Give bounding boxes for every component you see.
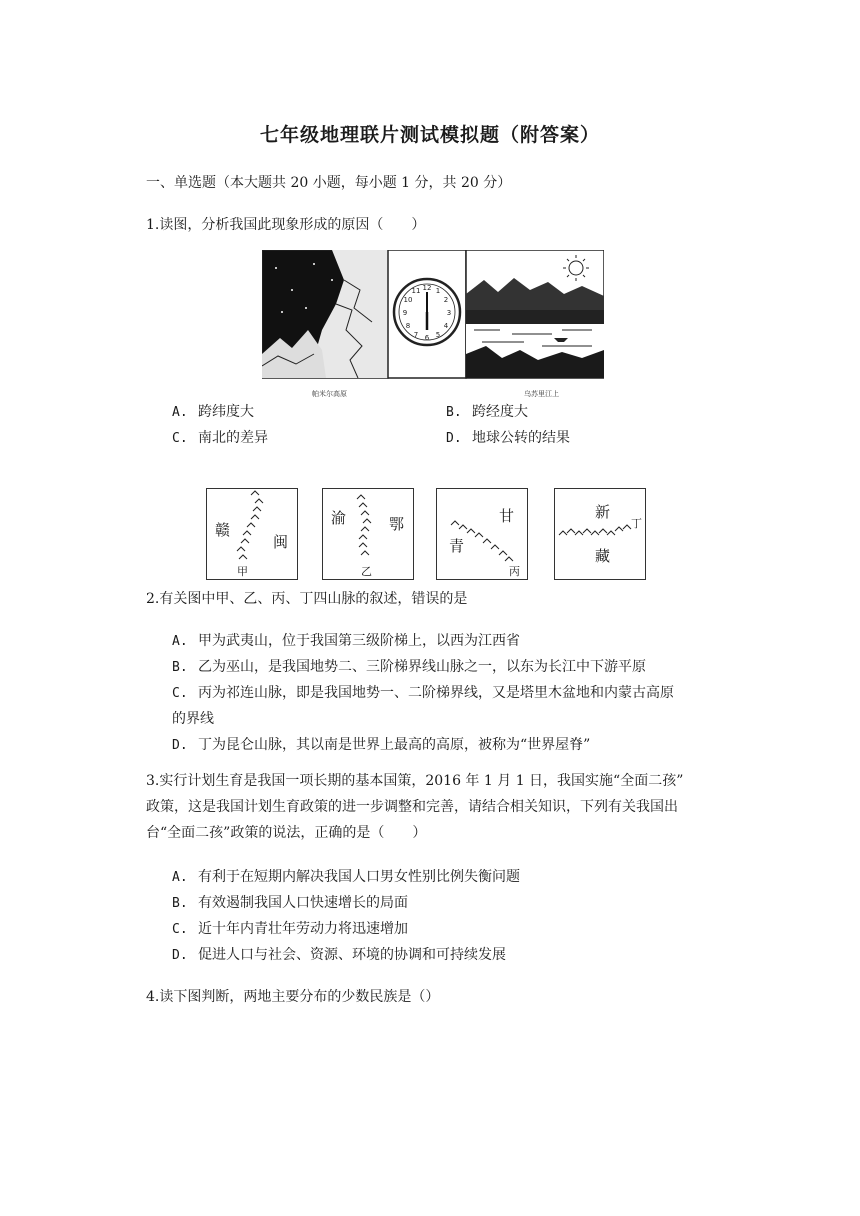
mountain-ranges-figure xyxy=(206,488,646,582)
q2-option-b: B. 乙为巫山，是我国地势二、三阶梯界线山脉之一，以东为长江中下游平原 xyxy=(172,659,646,675)
label-gan: 赣 xyxy=(215,521,231,539)
question-4-stem: 4.读下图判断，两地主要分布的少数民族是（） xyxy=(146,989,440,1005)
question-3-line-1: 3.实行计划生育是我国一项长期的基本国策，2016 年 1 月 1 日，我国实施“全面二孩” xyxy=(146,773,684,789)
figure-caption-right: 乌苏里江上 xyxy=(524,390,559,398)
mountain-box-bing xyxy=(436,488,528,580)
mountain-box-yi xyxy=(322,488,414,580)
mountain-box-ding xyxy=(554,488,646,580)
q3-option-b: B. 有效遏制我国人口快速增长的局面 xyxy=(172,895,408,911)
svg-text:5: 5 xyxy=(435,331,441,339)
question-3-line-3: 台“全面二孩”政策的说法，正确的是（ ） xyxy=(146,825,427,841)
label-xin: 新 xyxy=(595,503,611,521)
svg-text:10: 10 xyxy=(403,296,413,304)
q3-option-c: C. 近十年内青壮年劳动力将迅速增加 xyxy=(172,921,408,937)
q2-option-c: C. 丙为祁连山脉，即是我国地势一、二阶梯界线，又是塔里木盆地和内蒙古高原 xyxy=(172,685,674,701)
svg-text:8: 8 xyxy=(405,322,411,330)
svg-text:9: 9 xyxy=(402,309,408,317)
svg-text:2: 2 xyxy=(443,296,449,304)
svg-text:7: 7 xyxy=(413,331,419,339)
label-qing: 青 xyxy=(449,537,465,555)
label-ding: 丁 xyxy=(631,517,642,530)
q3-option-d: D. 促进人口与社会、资源、环境的协调和可持续发展 xyxy=(172,947,506,963)
label-yu: 渝 xyxy=(331,509,347,527)
question-2-stem: 2.有关图中甲、乙、丙、丁四山脉的叙述，错误的是 xyxy=(146,591,468,607)
q1-option-a: A. 跨纬度大 xyxy=(172,404,254,420)
section-heading: 一、单选题（本大题共 20 小题，每小题 1 分，共 20 分） xyxy=(146,175,512,191)
label-yi: 乙 xyxy=(361,565,372,578)
q2-option-c-cont: 的界线 xyxy=(172,711,214,727)
svg-text:3: 3 xyxy=(446,309,452,317)
time-difference-figure xyxy=(262,250,604,402)
svg-text:12: 12 xyxy=(422,284,432,292)
question-1-stem: 1.读图，分析我国此现象形成的原因（ ） xyxy=(146,217,426,233)
label-gan-gansu: 甘 xyxy=(499,507,515,525)
q2-option-d: D. 丁为昆仑山脉，其以南是世界上最高的高原，被称为“世界屋脊” xyxy=(172,737,591,753)
label-zang: 藏 xyxy=(595,547,611,565)
svg-text:11: 11 xyxy=(411,287,421,295)
label-min: 闽 xyxy=(273,533,289,551)
q1-option-d: D. 地球公转的结果 xyxy=(446,430,570,446)
q1-option-c: C. 南北的差异 xyxy=(172,430,268,446)
q2-option-a: A. 甲为武夷山，位于我国第三级阶梯上，以西为江西省 xyxy=(172,633,520,649)
question-3-line-2: 政策，这是我国计划生育政策的进一步调整和完善，请结合相关知识，下列有关我国出 xyxy=(146,799,678,815)
label-bing: 丙 xyxy=(509,565,520,578)
mountain-box-jia xyxy=(206,488,298,580)
svg-text:4: 4 xyxy=(443,322,449,330)
label-e: 鄂 xyxy=(389,515,405,533)
page-title: 七年级地理联片测试模拟题（附答案） xyxy=(259,124,600,146)
label-jia: 甲 xyxy=(237,565,248,578)
figure-caption-left: 帕米尔高原 xyxy=(312,390,347,398)
svg-text:1: 1 xyxy=(435,287,441,295)
q1-option-b: B. 跨经度大 xyxy=(446,404,528,420)
q3-option-a: A. 有利于在短期内解决我国人口男女性别比例失衡问题 xyxy=(172,869,520,885)
svg-text:6: 6 xyxy=(424,334,430,342)
